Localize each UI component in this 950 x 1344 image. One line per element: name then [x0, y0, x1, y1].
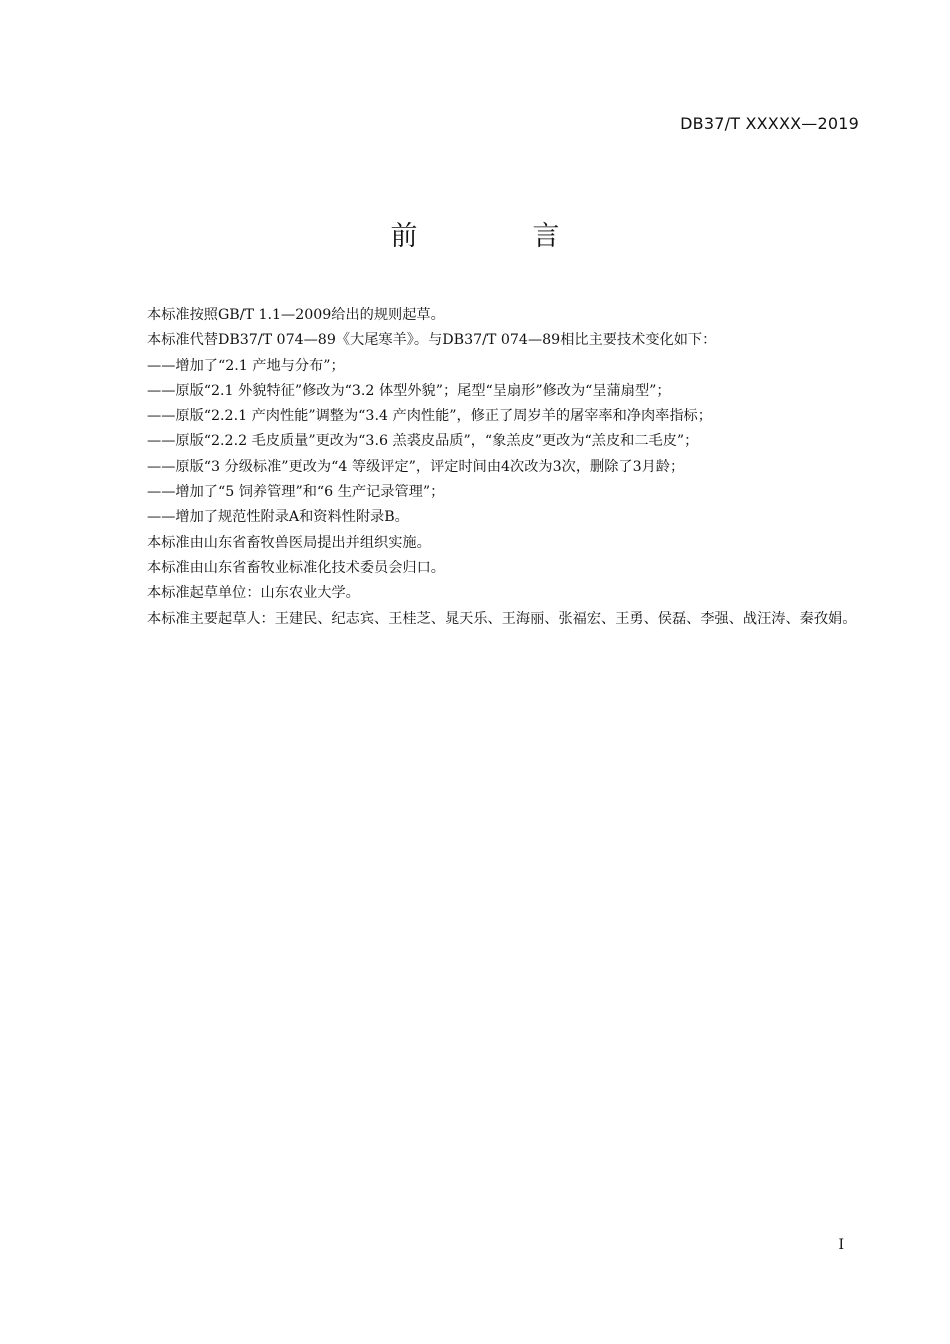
change-item: ——原版“3 分级标准”更改为“4 等级评定”，评定时间由4次改为3次，删除了3月龄；	[147, 458, 685, 475]
paragraph-drafting-unit: 本标准起草单位：山东农业大学。	[147, 585, 360, 602]
change-item: ——增加了“5 饲养管理”和“6 生产记录管理”；	[147, 484, 445, 501]
change-item: ——原版“2.2.2 毛皮质量”更改为“3.6 羔裘皮品质”，“象羔皮”更改为“羔皮和二毛皮”；	[147, 433, 699, 450]
document-number: DB37/T XXXXX—2019	[680, 114, 859, 133]
page-title: 前 言	[390, 221, 604, 252]
change-item: ——增加了“2.1 产地与分布”；	[147, 357, 345, 374]
paragraph-replacement: 本标准代替DB37/T 074—89《大尾寒羊》。与DB37/T 074—89相比主要技术变化如下：	[147, 332, 717, 349]
paragraph-drafters: 本标准主要起草人：王建民、纪志宾、王桂芝、晁天乐、王海丽、张福宏、王勇、侯磊、李强、战汪涛、秦孜娟。	[147, 610, 857, 627]
paragraph-drafting-rules: 本标准按照GB/T 1.1—2009给出的规则起草。	[147, 307, 445, 323]
paragraph-committee: 本标准由山东省畜牧业标准化技术委员会归口。	[147, 559, 445, 576]
page-number: I	[838, 1237, 844, 1253]
change-item: ——增加了规范性附录A和资料性附录B。	[147, 509, 409, 526]
paragraph-proposer: 本标准由山东省畜牧兽医局提出并组织实施。	[147, 534, 431, 551]
foreword-body	[113, 303, 863, 632]
change-item: ——原版“2.2.1 产肉性能”调整为“3.4 产肉性能”，修正了周岁羊的屠宰率和净肉率指标；	[147, 408, 712, 425]
change-item: ——原版“2.1 外貌特征”修改为“3.2 体型外貌”；尾型“呈扇形”修改为“呈蒲扇型”；	[147, 382, 671, 399]
